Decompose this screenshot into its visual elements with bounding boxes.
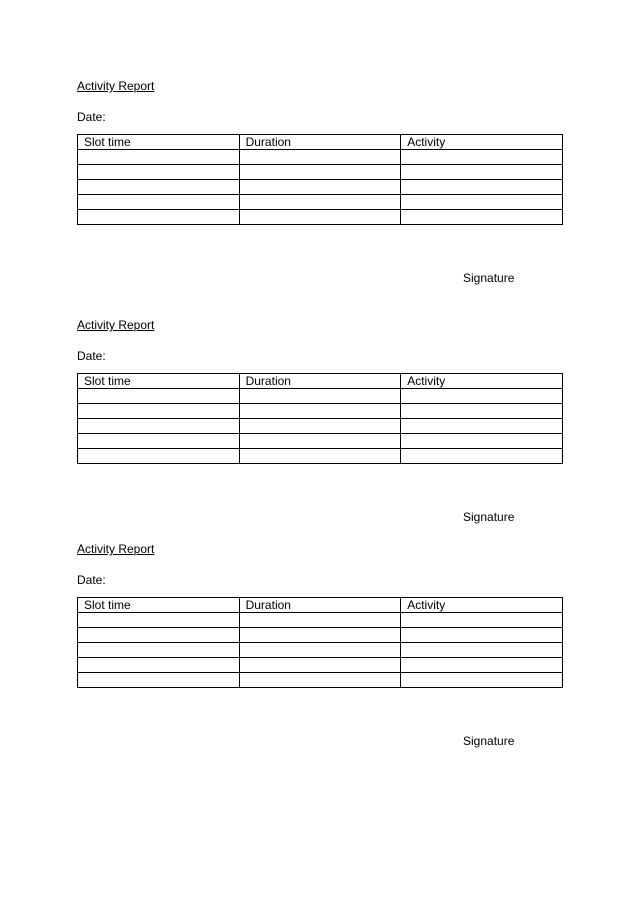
table-cell[interactable]: [401, 658, 563, 673]
table-cell[interactable]: [401, 613, 563, 628]
table-cell[interactable]: [401, 434, 563, 449]
table-cell[interactable]: [401, 673, 563, 688]
column-header-slot-time: Slot time: [78, 374, 240, 389]
table-cell[interactable]: [239, 434, 401, 449]
table-cell[interactable]: [401, 419, 563, 434]
column-header-activity: Activity: [401, 374, 563, 389]
table-row: [78, 673, 563, 688]
column-header-duration: Duration: [239, 135, 401, 150]
table-cell[interactable]: [78, 404, 240, 419]
table-row: [78, 628, 563, 643]
table-cell[interactable]: [78, 643, 240, 658]
table-cell[interactable]: [78, 419, 240, 434]
table-header-row: [78, 374, 563, 389]
table-cell[interactable]: [401, 210, 563, 225]
table-row: [78, 210, 563, 225]
table-row: [78, 434, 563, 449]
table-row: [78, 389, 563, 404]
table-cell[interactable]: [239, 673, 401, 688]
table-cell[interactable]: [78, 449, 240, 464]
table-cell[interactable]: [78, 165, 240, 180]
table-cell[interactable]: [239, 404, 401, 419]
table-cell[interactable]: [78, 210, 240, 225]
table-row: [78, 419, 563, 434]
signature-label: Signature: [463, 734, 515, 748]
table-row: [78, 643, 563, 658]
table-row: [78, 613, 563, 628]
column-header-duration: Duration: [239, 374, 401, 389]
table-cell[interactable]: [78, 434, 240, 449]
table-cell[interactable]: [239, 449, 401, 464]
table-header-row: [78, 598, 563, 613]
activity-table: [77, 134, 563, 225]
date-label: Date:: [77, 110, 106, 124]
table-cell[interactable]: [401, 389, 563, 404]
date-label: Date:: [77, 349, 106, 363]
column-header-activity: Activity: [401, 135, 563, 150]
table-cell[interactable]: [401, 165, 563, 180]
report-title: Activity Report: [77, 318, 155, 332]
table-cell[interactable]: [78, 658, 240, 673]
table-row: [78, 658, 563, 673]
table-cell[interactable]: [239, 628, 401, 643]
table-row: [78, 449, 563, 464]
table-cell[interactable]: [401, 404, 563, 419]
report-title: Activity Report: [77, 542, 155, 556]
table-cell[interactable]: [401, 180, 563, 195]
table-cell[interactable]: [401, 195, 563, 210]
table-cell[interactable]: [78, 628, 240, 643]
table-cell[interactable]: [78, 613, 240, 628]
table-cell[interactable]: [239, 195, 401, 210]
table-cell[interactable]: [78, 150, 240, 165]
column-header-activity: Activity: [401, 598, 563, 613]
table-cell[interactable]: [401, 449, 563, 464]
table-cell[interactable]: [401, 643, 563, 658]
table-cell[interactable]: [78, 673, 240, 688]
table-cell[interactable]: [239, 658, 401, 673]
activity-table: [77, 373, 563, 464]
signature-label: Signature: [463, 510, 515, 524]
table-cell[interactable]: [239, 150, 401, 165]
table-row: [78, 180, 563, 195]
table-cell[interactable]: [239, 419, 401, 434]
table-cell[interactable]: [401, 150, 563, 165]
table-cell[interactable]: [239, 613, 401, 628]
table-cell[interactable]: [78, 389, 240, 404]
column-header-duration: Duration: [239, 598, 401, 613]
activity-table: [77, 597, 563, 688]
table-cell[interactable]: [239, 165, 401, 180]
table-header-row: [78, 135, 563, 150]
table-row: [78, 165, 563, 180]
column-header-slot-time: Slot time: [78, 598, 240, 613]
table-cell[interactable]: [78, 180, 240, 195]
table-cell[interactable]: [239, 180, 401, 195]
report-title: Activity Report: [77, 79, 155, 93]
table-cell[interactable]: [401, 628, 563, 643]
signature-label: Signature: [463, 271, 515, 285]
table-row: [78, 404, 563, 419]
column-header-slot-time: Slot time: [78, 135, 240, 150]
table-row: [78, 150, 563, 165]
date-label: Date:: [77, 573, 106, 587]
table-row: [78, 195, 563, 210]
table-cell[interactable]: [239, 210, 401, 225]
table-cell[interactable]: [239, 643, 401, 658]
table-cell[interactable]: [78, 195, 240, 210]
table-cell[interactable]: [239, 389, 401, 404]
